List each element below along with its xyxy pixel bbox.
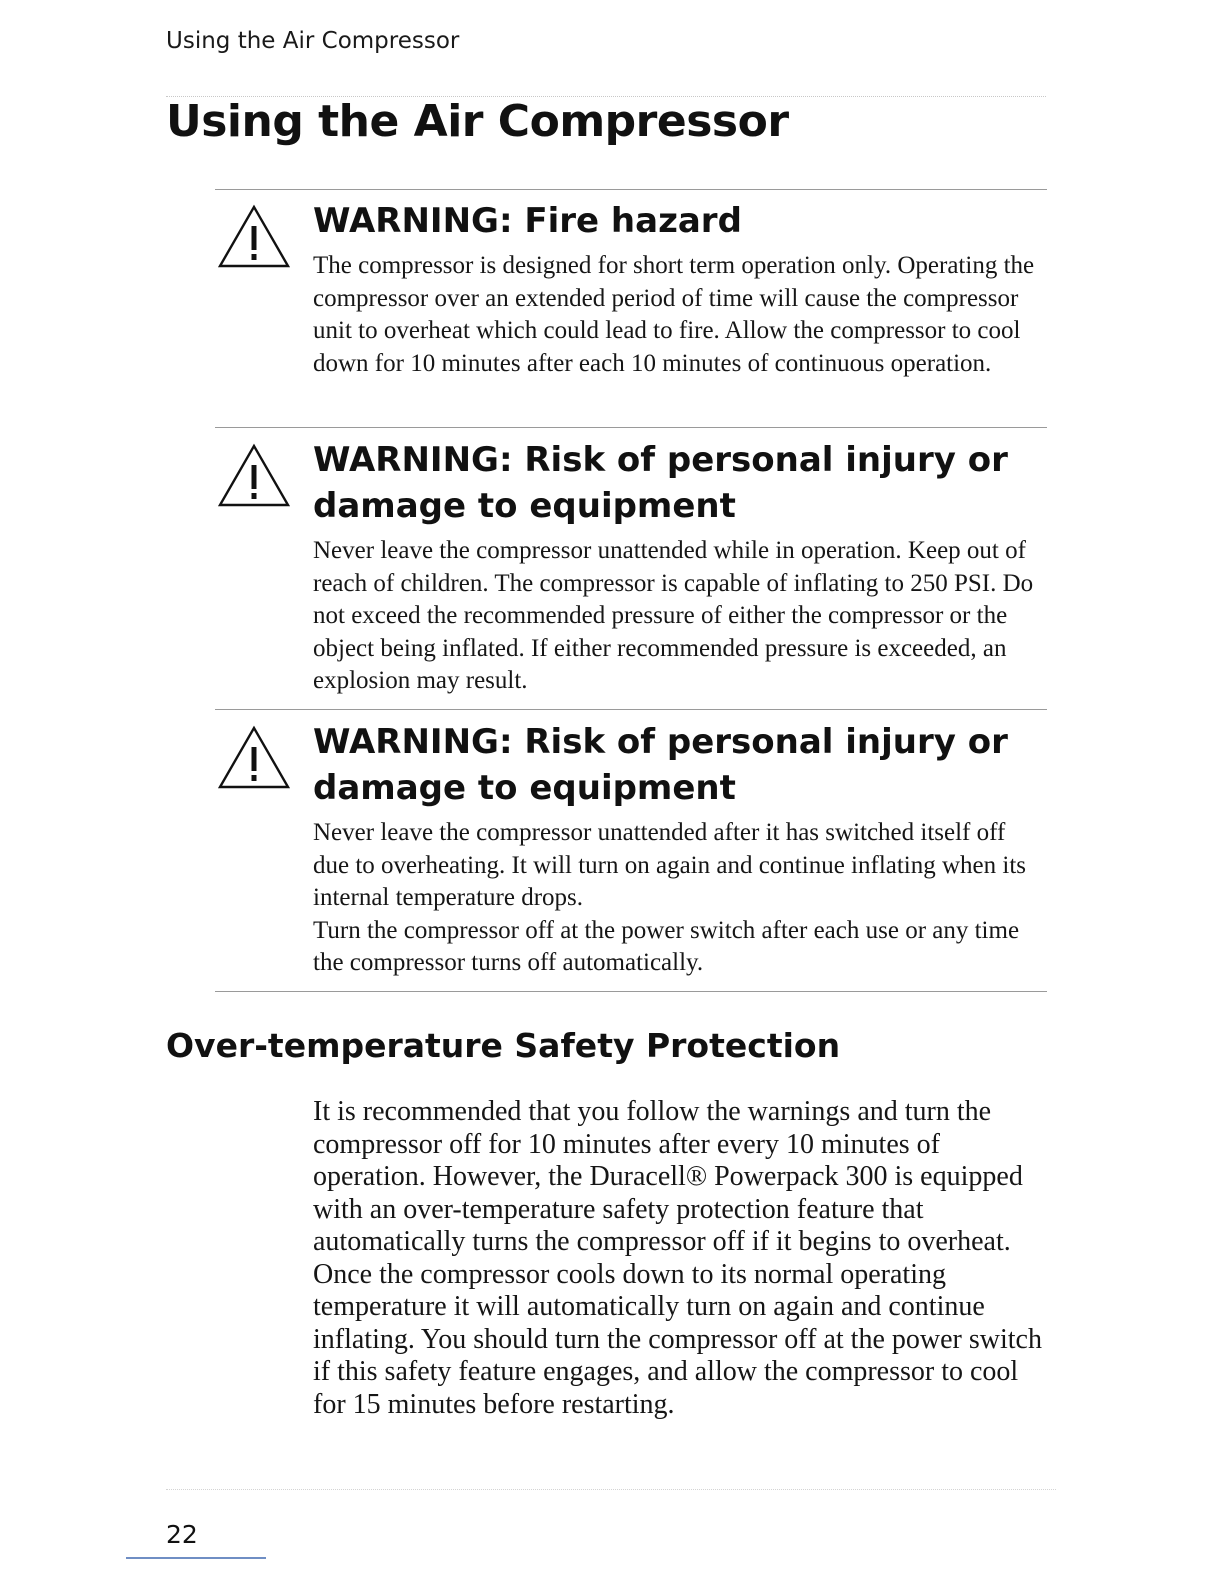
- warning-paragraph: Turn the compressor off at the power switch after each use or any time the compressor turns off automatically.: [313, 916, 1020, 977]
- warning-personal-injury: [215, 437, 1047, 698]
- footer-divider: [166, 1489, 1056, 1490]
- warning-triangle-icon: [215, 204, 293, 270]
- warning-title: WARNING: Fire hazard: [313, 201, 742, 241]
- running-header: Using the Air Compressor: [166, 28, 460, 54]
- warning-fire-hazard: [215, 198, 1047, 380]
- warning-title: WARNING: Risk of personal injury or damage to equipment: [313, 440, 1008, 526]
- page-title: Using the Air Compressor: [166, 96, 789, 147]
- warning-paragraph: Never leave the compressor unattended while in operation. Keep out of reach of children. The compressor is capable of inflating to 250 PSI. Do not exceed the recommended pressure of either the compressor or the object being inflated. If either recommended pressure is exceeded, an explosion may result.: [313, 537, 1034, 695]
- warning-paragraph: The compressor is designed for short term operation only. Operating the compressor over an extended period of time will cause the compressor unit to overheat which could lead to fire. Allow the compressor to cool down for 10 minutes after each 10 minutes of continuous operation.: [313, 252, 1035, 377]
- page-number: 22: [166, 1520, 198, 1549]
- section-body: It is recommended that you follow the warnings and turn the compressor off for 10 minutes after every 10 minutes of operation. However, the Duracell® Powerpack 300 is equipped with an over-temperature safety protection feature that automatically turns the compressor off if it begins to overheat. Once the compressor cools down to its normal operating temperature it will automatically turn on again and continue inflating. You should turn the compressor off at the power switch if this safety feature engages, and allow the compressor to cool for 15 minutes before restarting.: [313, 1096, 1042, 1420]
- warning-overheating: [215, 719, 1047, 980]
- warning-paragraph: Never leave the compressor unattended after it has switched itself off due to overheating. It will turn on again and continue inflating when its internal temperature drops.: [313, 819, 1027, 912]
- warning-divider: [215, 427, 1047, 428]
- warning-body: [313, 250, 1047, 380]
- scan-edge-line: [126, 1557, 266, 1559]
- warning-divider: [215, 991, 1047, 992]
- warning-body: [313, 817, 1047, 980]
- warning-triangle-icon: [215, 443, 293, 509]
- section-heading: Over-temperature Safety Protection: [166, 1026, 841, 1065]
- warning-body: [313, 535, 1047, 698]
- warning-divider: [215, 709, 1047, 710]
- warning-divider: [215, 189, 1047, 190]
- warning-triangle-icon: [215, 725, 293, 791]
- warning-title: WARNING: Risk of personal injury or damage to equipment: [313, 722, 1008, 808]
